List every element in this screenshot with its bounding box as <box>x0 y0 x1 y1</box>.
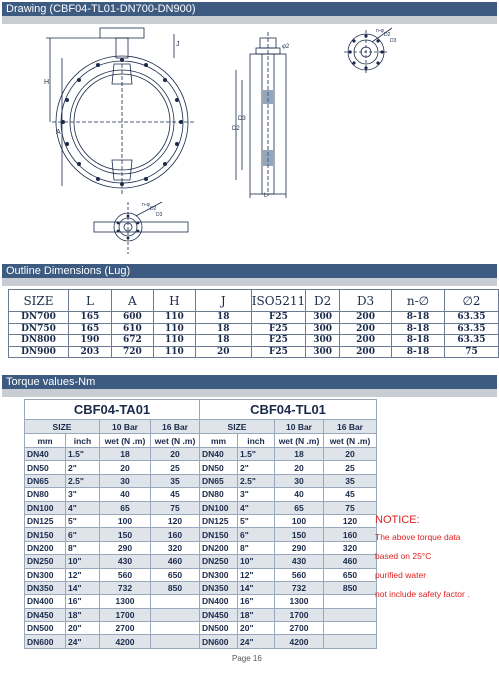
table-cell: 200 <box>340 335 392 347</box>
table-row <box>25 474 377 487</box>
table-cell: DN100 <box>200 501 238 514</box>
table-cell <box>151 635 200 648</box>
wet-header: wet (N .m) <box>151 434 200 448</box>
header-cell: n-∅ <box>392 290 445 312</box>
table-cell: 75 <box>324 501 377 514</box>
table-row <box>25 608 377 621</box>
table-cell: 4200 <box>275 635 324 648</box>
header-cell: L <box>68 290 111 312</box>
table-cell: 150 <box>275 528 324 541</box>
notice-line: The above torque data <box>375 532 461 542</box>
table-cell: 1.5" <box>66 448 100 461</box>
table-cell: DN80 <box>200 488 238 501</box>
table-cell: 4200 <box>100 635 151 648</box>
table-cell: 30 <box>275 474 324 487</box>
header-cell: D2 <box>306 290 340 312</box>
table-cell: DN500 <box>25 622 66 635</box>
header-cell: ISO5211 <box>251 290 305 312</box>
table-cell: 430 <box>100 555 151 568</box>
table-cell: 12" <box>66 568 100 581</box>
table-cell: 8" <box>238 541 275 554</box>
table-cell <box>151 595 200 608</box>
table-cell: DN100 <box>25 501 66 514</box>
table-cell: 190 <box>68 335 111 347</box>
table-cell: 18" <box>238 608 275 621</box>
table-cell: 720 <box>111 346 153 358</box>
table-cell <box>324 608 377 621</box>
table-cell: 10" <box>238 555 275 568</box>
table-cell: 24" <box>66 635 100 648</box>
svg-text:D3: D3 <box>238 116 246 122</box>
table-cell: DN200 <box>25 541 66 554</box>
table-row <box>9 323 499 335</box>
table-cell: DN150 <box>200 528 238 541</box>
mm-header: mm <box>25 434 66 448</box>
table-cell: DN40 <box>200 448 238 461</box>
table-row <box>25 595 377 608</box>
table-cell: 20" <box>66 622 100 635</box>
table-row <box>25 635 377 648</box>
table-cell: 35 <box>151 474 200 487</box>
header-cell: D3 <box>340 290 392 312</box>
notice-block <box>375 514 470 608</box>
table-cell: 110 <box>153 335 195 347</box>
table-cell: 25 <box>324 461 377 474</box>
table-cell: DN600 <box>25 635 66 648</box>
table-cell <box>151 622 200 635</box>
table-cell: DN125 <box>25 514 66 527</box>
table-cell: 2700 <box>275 622 324 635</box>
table-cell: 8" <box>66 541 100 554</box>
table-cell: 65 <box>275 501 324 514</box>
table-row <box>25 528 377 541</box>
svg-text:D3: D3 <box>390 38 397 44</box>
table-row <box>25 448 377 461</box>
svg-text:n-φ: n-φ <box>142 202 150 208</box>
header-cell: J <box>195 290 251 312</box>
table-cell: DN65 <box>25 474 66 487</box>
table-cell: DN300 <box>25 568 66 581</box>
torque-section-underbar <box>2 389 497 397</box>
svg-text:φ2: φ2 <box>282 44 290 50</box>
table-cell: 732 <box>275 581 324 594</box>
svg-text:D2: D2 <box>150 206 157 212</box>
table-row <box>25 488 377 501</box>
inch-header: inch <box>66 434 100 448</box>
outline-section-title: Outline Dimensions (Lug) <box>2 264 497 278</box>
outline-section-underbar <box>2 278 497 286</box>
table-cell: 460 <box>324 555 377 568</box>
table-cell: 20" <box>238 622 275 635</box>
table-cell: 18" <box>66 608 100 621</box>
table-cell: 25 <box>151 461 200 474</box>
table-cell: 63.35 <box>444 323 498 335</box>
table-cell: 200 <box>340 312 392 324</box>
table-cell: 4" <box>238 501 275 514</box>
table-cell: DN700 <box>9 312 69 324</box>
table-cell: 20 <box>195 346 251 358</box>
flange-view-drawing <box>340 22 404 78</box>
table-cell: DN250 <box>25 555 66 568</box>
table-cell: 18 <box>100 448 151 461</box>
torque-title-row <box>25 400 377 420</box>
table-cell: 8-18 <box>392 312 445 324</box>
table-cell: 160 <box>151 528 200 541</box>
table-cell: 610 <box>111 323 153 335</box>
side-view-drawing <box>234 30 304 198</box>
table-row <box>25 461 377 474</box>
svg-text:n-φ: n-φ <box>376 28 384 34</box>
table-cell: DN400 <box>25 595 66 608</box>
svg-text:H: H <box>44 79 50 86</box>
table-cell: 300 <box>306 312 340 324</box>
torque-right-title: CBF04-TL01 <box>200 400 377 420</box>
table-cell: 3" <box>66 488 100 501</box>
table-cell: 2" <box>238 461 275 474</box>
table-cell: 45 <box>324 488 377 501</box>
table-cell: 12" <box>238 568 275 581</box>
table-row <box>25 514 377 527</box>
table-cell: DN65 <box>200 474 238 487</box>
table-cell: 18 <box>275 448 324 461</box>
svg-text:D2: D2 <box>232 126 240 132</box>
table-cell: 20 <box>324 448 377 461</box>
bar10-header: 10 Bar <box>275 420 324 434</box>
bar10-header: 10 Bar <box>100 420 151 434</box>
table-cell: 6" <box>238 528 275 541</box>
table-cell: 20 <box>100 461 151 474</box>
table-cell: DN250 <box>200 555 238 568</box>
table-row <box>25 555 377 568</box>
header-cell: SIZE <box>9 290 69 312</box>
header-cell: A <box>111 290 153 312</box>
table-row <box>9 335 499 347</box>
table-row <box>25 501 377 514</box>
table-cell: 8-18 <box>392 346 445 358</box>
table-cell: 200 <box>340 323 392 335</box>
table-row <box>9 346 499 358</box>
table-cell: F25 <box>251 335 305 347</box>
inch-header: inch <box>238 434 275 448</box>
table-cell: 165 <box>68 312 111 324</box>
table-cell: DN50 <box>25 461 66 474</box>
size-header: SIZE <box>25 420 100 434</box>
table-cell: 16" <box>238 595 275 608</box>
table-cell: F25 <box>251 323 305 335</box>
table-cell: 40 <box>100 488 151 501</box>
table-cell: 18 <box>195 312 251 324</box>
table-cell: 672 <box>111 335 153 347</box>
table-cell: 110 <box>153 323 195 335</box>
table-cell: 100 <box>100 514 151 527</box>
table-cell: 75 <box>151 501 200 514</box>
torque-header-row <box>25 420 377 434</box>
torque-units-row <box>25 434 377 448</box>
table-cell: 300 <box>306 346 340 358</box>
table-cell: 560 <box>100 568 151 581</box>
table-cell: 24" <box>238 635 275 648</box>
table-cell: 63.35 <box>444 312 498 324</box>
mm-header: mm <box>200 434 238 448</box>
torque-left-title: CBF04-TA01 <box>25 400 200 420</box>
table-cell: 290 <box>275 541 324 554</box>
table-cell: DN800 <box>9 335 69 347</box>
top-view-drawing <box>92 196 192 258</box>
table-cell: 290 <box>100 541 151 554</box>
table-cell <box>151 608 200 621</box>
table-cell: 430 <box>275 555 324 568</box>
table-cell: 3" <box>238 488 275 501</box>
table-cell: DN300 <box>200 568 238 581</box>
table-cell: 8-18 <box>392 335 445 347</box>
table-cell: 35 <box>324 474 377 487</box>
drawing-section-title: Drawing (CBF04-TL01-DN700-DN900) <box>2 2 497 16</box>
table-row <box>25 581 377 594</box>
table-cell: 16" <box>66 595 100 608</box>
table-cell: 45 <box>151 488 200 501</box>
table-cell: 150 <box>100 528 151 541</box>
table-cell: F25 <box>251 312 305 324</box>
torque-section-title: Torque values-Nm <box>2 375 497 389</box>
table-cell: 65 <box>100 501 151 514</box>
table-cell: DN350 <box>200 581 238 594</box>
table-cell: 10" <box>66 555 100 568</box>
table-cell: 75 <box>444 346 498 358</box>
table-cell: 18 <box>195 335 251 347</box>
table-cell <box>324 635 377 648</box>
table-cell: 120 <box>324 514 377 527</box>
table-cell: 200 <box>340 346 392 358</box>
table-cell: 1300 <box>100 595 151 608</box>
table-cell: F25 <box>251 346 305 358</box>
table-cell: 63.35 <box>444 335 498 347</box>
table-cell: 1.5" <box>238 448 275 461</box>
table-cell: 650 <box>151 568 200 581</box>
table-cell: 20 <box>151 448 200 461</box>
wet-header: wet (N .m) <box>275 434 324 448</box>
table-cell: DN40 <box>25 448 66 461</box>
header-cell: H <box>153 290 195 312</box>
table-cell: 20 <box>275 461 324 474</box>
table-cell: 1300 <box>275 595 324 608</box>
header-cell: ∅2 <box>444 290 498 312</box>
table-cell: 560 <box>275 568 324 581</box>
svg-text:D3: D3 <box>156 212 163 218</box>
table-row <box>25 568 377 581</box>
table-cell: 2700 <box>100 622 151 635</box>
table-cell: 203 <box>68 346 111 358</box>
table-cell: 1700 <box>100 608 151 621</box>
table-cell <box>324 622 377 635</box>
table-cell: 5" <box>238 514 275 527</box>
table-cell: 14" <box>66 581 100 594</box>
svg-text:L: L <box>264 193 268 199</box>
wet-header: wet (N .m) <box>100 434 151 448</box>
table-cell: 100 <box>275 514 324 527</box>
table-cell: 165 <box>68 323 111 335</box>
table-cell: 120 <box>151 514 200 527</box>
table-cell: DN125 <box>200 514 238 527</box>
notice-line: based on 25°C <box>375 551 432 561</box>
table-cell: DN500 <box>200 622 238 635</box>
table-cell: 460 <box>151 555 200 568</box>
table-cell: 5" <box>66 514 100 527</box>
table-cell: 6" <box>66 528 100 541</box>
table-cell: DN350 <box>25 581 66 594</box>
table-cell: 600 <box>111 312 153 324</box>
table-cell: 2" <box>66 461 100 474</box>
drawing-section-underbar <box>2 16 497 24</box>
table-row <box>9 312 499 324</box>
table-cell: DN80 <box>25 488 66 501</box>
page-number: Page 16 <box>232 654 262 663</box>
table-cell: 850 <box>151 581 200 594</box>
wet-header: wet (N .m) <box>324 434 377 448</box>
table-cell: 320 <box>151 541 200 554</box>
front-view-drawing <box>44 24 204 196</box>
table-cell: DN900 <box>9 346 69 358</box>
table-row <box>25 541 377 554</box>
table-cell: 40 <box>275 488 324 501</box>
table-cell: DN150 <box>25 528 66 541</box>
table-cell: 300 <box>306 323 340 335</box>
table-cell: DN450 <box>200 608 238 621</box>
svg-text:D2: D2 <box>384 32 391 38</box>
notice-line: purified water <box>375 570 427 580</box>
table-cell: 1700 <box>275 608 324 621</box>
torque-values-table <box>24 399 377 649</box>
svg-text:A: A <box>56 129 61 136</box>
table-cell: 850 <box>324 581 377 594</box>
table-cell: 732 <box>100 581 151 594</box>
table-cell: 160 <box>324 528 377 541</box>
outline-dimensions-table <box>8 289 499 358</box>
table-cell: DN450 <box>25 608 66 621</box>
table-cell: DN600 <box>200 635 238 648</box>
table-cell: 8-18 <box>392 323 445 335</box>
table-cell: 2.5" <box>238 474 275 487</box>
bar16-header: 16 Bar <box>324 420 377 434</box>
table-cell: DN750 <box>9 323 69 335</box>
table-cell: 300 <box>306 335 340 347</box>
notice-title: NOTICE: <box>375 514 420 526</box>
table-cell: 320 <box>324 541 377 554</box>
table-cell: 30 <box>100 474 151 487</box>
table-cell: DN200 <box>200 541 238 554</box>
bar16-header: 16 Bar <box>151 420 200 434</box>
table-cell: 2.5" <box>66 474 100 487</box>
table-cell: 14" <box>238 581 275 594</box>
notice-line: not include safety factor . <box>375 589 470 599</box>
size-header: SIZE <box>200 420 275 434</box>
table-row <box>25 622 377 635</box>
table-cell: 4" <box>66 501 100 514</box>
table-header-row <box>9 290 499 312</box>
table-cell: 110 <box>153 346 195 358</box>
table-cell: DN50 <box>200 461 238 474</box>
table-cell: 110 <box>153 312 195 324</box>
table-cell: 650 <box>324 568 377 581</box>
table-cell: DN400 <box>200 595 238 608</box>
table-cell: 18 <box>195 323 251 335</box>
svg-text:J: J <box>176 41 180 48</box>
table-cell <box>324 595 377 608</box>
